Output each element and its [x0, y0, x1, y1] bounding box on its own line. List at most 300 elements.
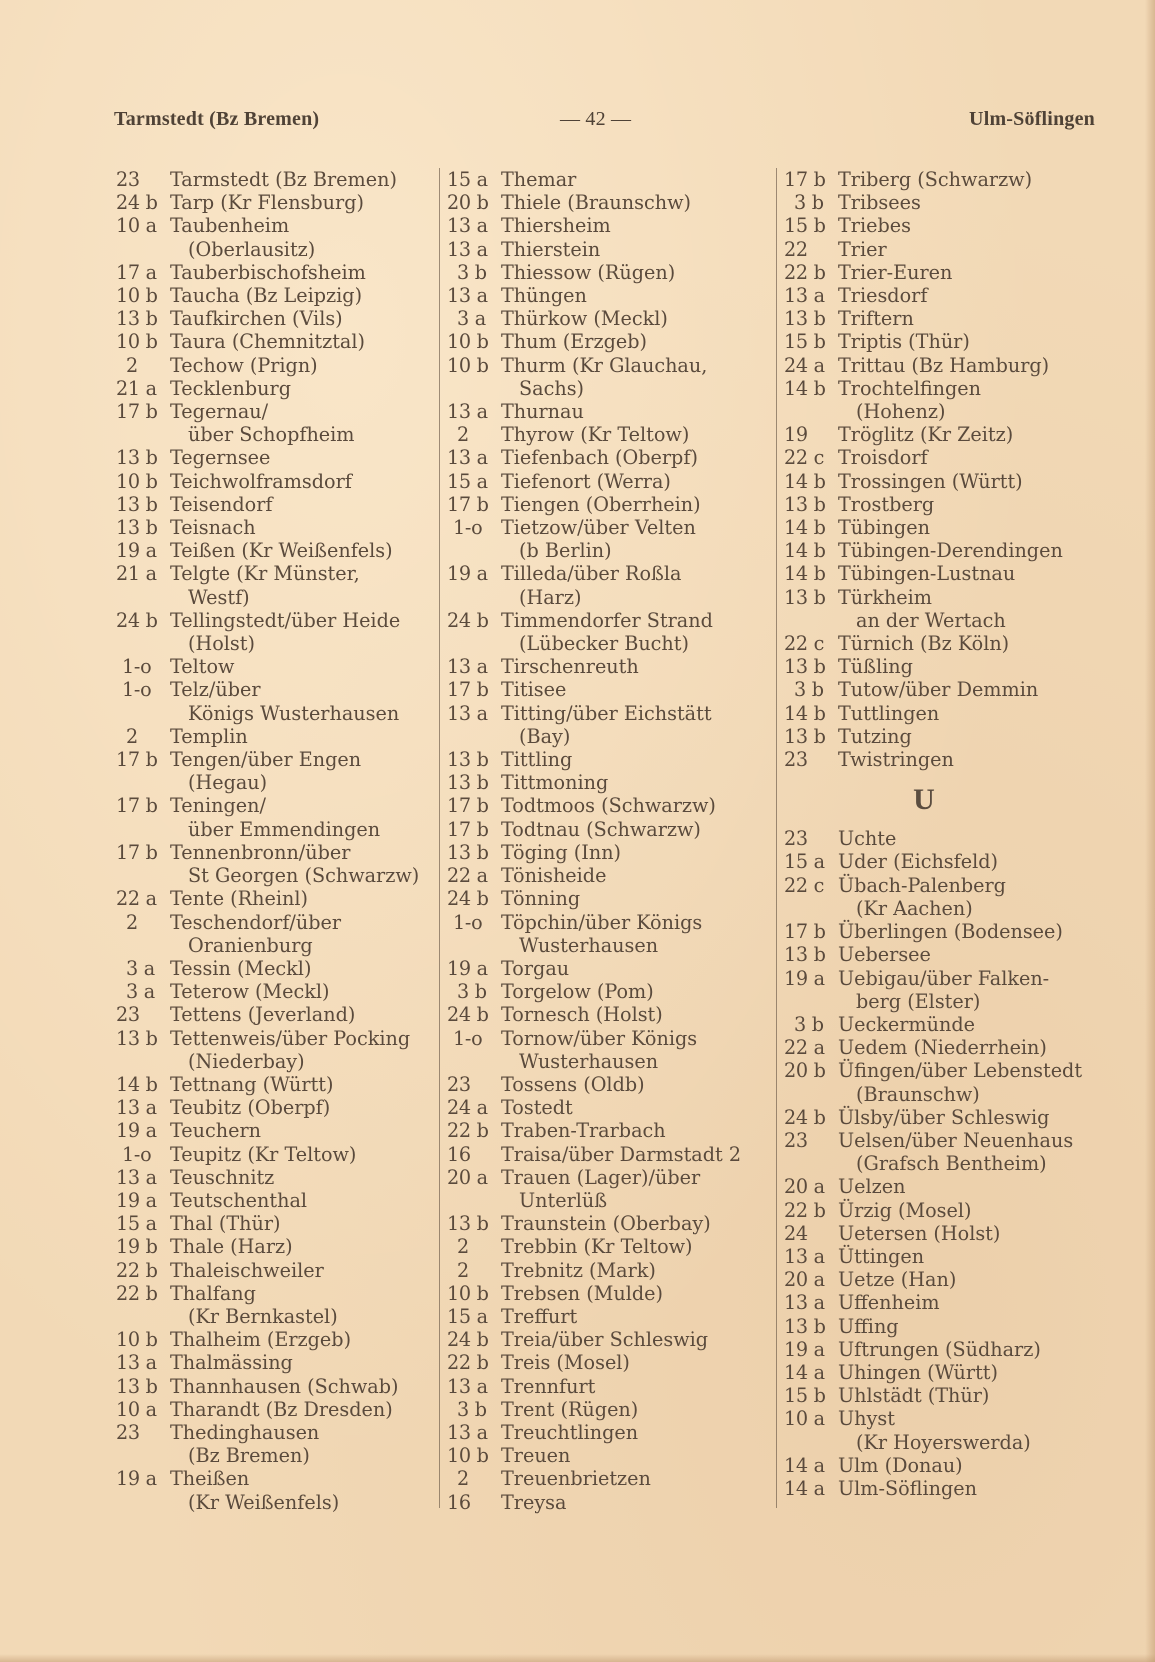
entry-place-name: Tiefenort (Werra) [501, 469, 671, 493]
entry-place-name: Treuchtlingen [501, 1420, 639, 1444]
entry-place-name: Traunstein (Oberbay) [501, 1212, 711, 1236]
entry-place-name: Tönning [501, 887, 581, 911]
entry-code: 13 b [447, 748, 489, 772]
entry-code: 15 a [784, 850, 825, 874]
entry-place-name: Thierstein [501, 237, 601, 261]
entry-code: 10 b [447, 1281, 489, 1305]
entry-code: 10 b [447, 353, 489, 377]
entry-code: 13 b [116, 307, 158, 331]
column-divider [439, 168, 440, 1508]
index-entry [116, 1351, 436, 1374]
entry-code: 17 b [784, 920, 826, 944]
index-entry [447, 748, 767, 771]
entry-continuation: (Kr Bernkastel) [188, 1304, 338, 1328]
entry-place-name: Tharandt (Bz Dresden) [170, 1397, 393, 1421]
entry-place-name: Timmendorfer Strand [501, 608, 713, 632]
index-entry [447, 214, 767, 237]
entry-place-name: Thiessow (Rügen) [501, 260, 676, 284]
index-entry [116, 794, 436, 840]
entry-code: 15 b [784, 330, 826, 354]
index-entry [447, 423, 767, 446]
entry-code: 13 b [116, 492, 158, 516]
entry-place-name: Tönisheide [501, 864, 607, 888]
entry-code: 19 b [116, 1235, 158, 1259]
index-entry [116, 446, 436, 469]
entry-place-name: Uetze (Han) [838, 1268, 957, 1292]
entry-place-name: Thyrow (Kr Teltow) [501, 423, 690, 447]
index-entry [447, 678, 767, 701]
entry-continuation: über Schopfheim [188, 423, 355, 447]
entry-code: 23 [116, 1420, 140, 1444]
entry-place-name: Tiengen (Oberrhein) [501, 492, 701, 516]
index-entry [447, 1491, 767, 1514]
entry-place-name: Trier-Euren [838, 260, 953, 284]
entry-place-name: Tengen/über Engen [170, 748, 362, 772]
index-entry [784, 446, 1104, 469]
index-entry [447, 191, 767, 214]
entry-place-name: Teutschenthal [170, 1188, 308, 1212]
entry-code: 10 a [116, 1397, 157, 1421]
entry-continuation: Königs Wusterhausen [188, 701, 400, 725]
entry-place-name: Tübingen-Lustnau [838, 562, 1016, 586]
entry-code: 22 b [116, 1281, 158, 1305]
entry-place-name: Teisnach [170, 516, 256, 540]
entry-code: 24 b [447, 1003, 489, 1027]
index-entry [116, 261, 436, 284]
entry-code: 14 b [116, 1072, 158, 1096]
entry-code: 15 a [447, 1304, 488, 1328]
entry-place-name: Tettnang (Württ) [170, 1072, 334, 1096]
index-entry [116, 887, 436, 910]
entry-place-name: Uebigau/über Falken- [838, 966, 1050, 990]
entry-code: 10 b [116, 1328, 158, 1352]
entry-place-name: Ulm-Söflingen [838, 1476, 977, 1500]
entry-code: 22 [784, 237, 808, 261]
entry-code: 19 a [116, 1119, 157, 1143]
index-entry [447, 1375, 767, 1398]
index-entry [784, 261, 1104, 284]
index-entry [116, 354, 436, 377]
entry-place-name: Üfingen/über Lebenstedt [838, 1059, 1083, 1083]
entry-place-name: Tutow/über Demmin [838, 678, 1039, 702]
entry-place-name: Teschendorf/über [170, 910, 342, 934]
entry-place-name: Uder (Eichsfeld) [838, 850, 999, 874]
entry-place-name: Uedem (Niederrhein) [838, 1036, 1047, 1060]
entry-place-name: Telz/über [170, 678, 261, 702]
index-entry [447, 284, 767, 307]
entry-place-name: Tennenbronn/über [170, 840, 351, 864]
index-entry [784, 354, 1104, 377]
index-entry [116, 841, 436, 887]
entry-code: 24 b [447, 1328, 489, 1352]
entry-place-name: Tettenweis/über Pocking [170, 1026, 411, 1050]
entry-continuation: Oranienburg [188, 933, 313, 957]
index-column-2 [447, 168, 767, 1514]
index-entry [784, 1407, 1104, 1453]
entry-code: 2 [457, 1235, 469, 1259]
index-entry [447, 887, 767, 910]
index-entry [447, 1305, 767, 1328]
index-entry [784, 214, 1104, 237]
entry-continuation: (Kr Weißenfels) [188, 1490, 340, 1514]
entry-code: 22 a [447, 864, 488, 888]
entry-place-name: Trebbin (Kr Teltow) [501, 1235, 693, 1259]
index-entry [447, 1143, 767, 1166]
index-entry [116, 1398, 436, 1421]
entry-place-name: Türkheim [838, 585, 932, 609]
page-edge-shadow [1145, 0, 1155, 1662]
index-entry [116, 516, 436, 539]
index-entry [784, 748, 1104, 771]
entry-code: 3 a [126, 980, 155, 1004]
entry-code: 13 a [447, 400, 488, 424]
entry-place-name: Trent (Rügen) [501, 1397, 639, 1421]
entry-place-name: Tutzing [838, 724, 912, 748]
entry-place-name: Uetersen (Holst) [838, 1221, 1001, 1245]
index-entry [116, 1467, 436, 1513]
entry-code: 13 a [447, 237, 488, 261]
entry-code: 22 b [784, 1198, 826, 1222]
entry-place-name: Teningen/ [170, 794, 266, 818]
index-entry [447, 238, 767, 261]
entry-place-name: Überlingen (Bodensee) [838, 920, 1063, 944]
entry-code: 19 a [116, 539, 157, 563]
entry-place-name: Uffing [838, 1314, 899, 1338]
entry-place-name: Traben-Trarbach [501, 1119, 666, 1143]
entry-code: 1-o [453, 516, 483, 540]
entry-code: 2 [457, 423, 469, 447]
entry-code: 14 b [784, 516, 826, 540]
index-entry [784, 423, 1104, 446]
entry-place-name: Tornow/über Königs [501, 1026, 698, 1050]
entry-place-name: Teltow [170, 655, 235, 679]
entry-place-name: Treuenbrietzen [501, 1467, 651, 1491]
entry-place-name: Treis (Mosel) [501, 1351, 630, 1375]
index-entry [116, 980, 436, 1003]
entry-place-name: Uffenheim [838, 1291, 940, 1315]
index-entry [447, 1444, 767, 1467]
entry-code: 14 a [784, 1476, 825, 1500]
index-entry [447, 771, 767, 794]
entry-code: 22 b [447, 1119, 489, 1143]
index-entry [784, 702, 1104, 725]
entry-code: 23 [784, 827, 808, 851]
entry-code: 13 b [447, 1212, 489, 1236]
entry-code: 2 [126, 910, 138, 934]
entry-place-name: Titisee [501, 678, 567, 702]
entry-place-name: Thale (Harz) [170, 1235, 293, 1259]
entry-code: 3 b [457, 260, 487, 284]
entry-place-name: Traisa/über Darmstadt 2 [501, 1142, 742, 1166]
index-entry [447, 1166, 767, 1212]
entry-code: 13 a [116, 1096, 157, 1120]
index-entry [447, 330, 767, 353]
index-entry [447, 1235, 767, 1258]
entry-continuation: (Lübecker Bucht) [519, 632, 689, 656]
entry-place-name: Trier [838, 237, 887, 261]
entry-place-name: Uelsen/über Neuenhaus [838, 1128, 1074, 1152]
entry-place-name: Todtnau (Schwarzw) [501, 817, 701, 841]
entry-continuation: (Braunschw) [856, 1082, 980, 1106]
entry-place-name: Üttingen [838, 1244, 925, 1268]
entry-code: 13 b [784, 1314, 826, 1338]
entry-place-name: Tecklenburg [170, 376, 291, 400]
running-head-last-entry: Ulm-Söflingen [969, 108, 1095, 130]
entry-code: 2 [457, 1258, 469, 1282]
entry-continuation: berg (Elster) [856, 989, 981, 1013]
entry-code: 3 b [794, 191, 824, 215]
index-entry [784, 238, 1104, 261]
entry-place-name: Theißen [170, 1467, 250, 1491]
index-entry [116, 1073, 436, 1096]
entry-code: 22 c [784, 446, 825, 470]
index-entry [116, 911, 436, 957]
entry-code: 17 b [116, 748, 158, 772]
entry-code: 3 b [457, 980, 487, 1004]
index-entry [447, 446, 767, 469]
entry-continuation: über Emmendingen [188, 817, 381, 841]
entry-continuation: (Kr Aachen) [856, 896, 973, 920]
entry-place-name: Telgte (Kr Münster, [170, 562, 360, 586]
entry-code: 24 [784, 1221, 808, 1245]
entry-code: 24 a [447, 1096, 488, 1120]
entry-code: 16 [447, 1490, 471, 1514]
entry-code: 14 a [784, 1453, 825, 1477]
entry-code: 20 a [784, 1175, 825, 1199]
section-letter-heading: U [913, 783, 935, 817]
entry-place-name: Triesdorf [838, 284, 928, 308]
index-entry [447, 261, 767, 284]
entry-code: 15 b [784, 1384, 826, 1408]
entry-place-name: Thedinghausen [170, 1420, 320, 1444]
entry-place-name: Teisendorf [170, 492, 273, 516]
entry-code: 13 b [784, 307, 826, 331]
entry-code: 13 a [447, 284, 488, 308]
page-number: — 42 — [560, 108, 632, 130]
index-entry [784, 1268, 1104, 1291]
entry-continuation: (Harz) [519, 585, 582, 609]
index-entry [447, 1119, 767, 1142]
index-entry [784, 920, 1104, 943]
entry-place-name: Todtmoos (Schwarzw) [501, 794, 716, 818]
index-entry [447, 609, 767, 655]
entry-code: 17 b [116, 794, 158, 818]
entry-code: 22 a [784, 1036, 825, 1060]
entry-continuation: Wusterhausen [519, 1049, 659, 1073]
entry-code: 23 [784, 1128, 808, 1152]
entry-code: 24 b [447, 887, 489, 911]
index-entry [784, 1361, 1104, 1384]
index-entry [447, 354, 767, 400]
entry-code: 19 a [447, 562, 488, 586]
entry-place-name: Tente (Rheinl) [170, 887, 308, 911]
entry-code: 10 a [116, 214, 157, 238]
entry-place-name: Töging (Inn) [501, 840, 622, 864]
entry-code: 13 b [784, 655, 826, 679]
index-entry [116, 1189, 436, 1212]
index-entry [447, 911, 767, 957]
entry-place-name: Ürzig (Mosel) [838, 1198, 972, 1222]
entry-place-name: Twistringen [838, 748, 954, 772]
index-entry [116, 1421, 436, 1467]
entry-code: 23 [116, 1003, 140, 1027]
entry-place-name: Thum (Erzgeb) [501, 330, 647, 354]
entry-code: 13 b [116, 446, 158, 470]
entry-code: 14 b [784, 376, 826, 400]
index-entry [784, 1338, 1104, 1361]
entry-code: 1-o [453, 910, 483, 934]
entry-continuation: (Niederbay) [188, 1049, 305, 1073]
entry-place-name: Thannhausen (Schwab) [170, 1374, 399, 1398]
index-entry [447, 562, 767, 608]
entry-continuation: (Hohenz) [856, 400, 946, 424]
entry-code: 3 a [126, 956, 155, 980]
entry-continuation: (Kr Hoyerswerda) [856, 1430, 1031, 1454]
entry-place-name: Tessin (Meckl) [170, 956, 312, 980]
index-entry [116, 1003, 436, 1026]
index-entry [116, 562, 436, 608]
entry-code: 22 c [784, 632, 825, 656]
index-entry [116, 748, 436, 794]
entry-place-name: Treuen [501, 1444, 571, 1468]
entry-code: 19 a [447, 956, 488, 980]
index-entry [447, 1351, 767, 1374]
entry-code: 1-o [122, 1142, 152, 1166]
entry-code: 17 b [784, 168, 826, 191]
entry-continuation: (Holst) [188, 632, 255, 656]
index-list-u [784, 827, 1104, 1500]
entry-place-name: Treia/über Schleswig [501, 1328, 709, 1352]
entry-code: 17 b [447, 817, 489, 841]
entry-code: 14 b [784, 701, 826, 725]
entry-place-name: Templin [170, 724, 248, 748]
entry-code: 19 a [116, 1188, 157, 1212]
entry-place-name: Taucha (Bz Leipzig) [170, 284, 363, 308]
index-entry [447, 655, 767, 678]
entry-place-name: Tilleda/über Roßla [501, 562, 682, 586]
entry-code: 15 b [784, 214, 826, 238]
entry-code: 2 [126, 724, 138, 748]
entry-code: 17 b [116, 400, 158, 424]
entry-place-name: Töpchin/über Königs [501, 910, 703, 934]
index-entry [447, 1073, 767, 1096]
index-entry [116, 284, 436, 307]
index-entry [784, 725, 1104, 748]
index-entry [116, 1166, 436, 1189]
entry-place-name: Trebnitz (Mark) [501, 1258, 656, 1282]
index-entry [784, 562, 1104, 585]
entry-code: 2 [126, 353, 138, 377]
index-entry [784, 470, 1104, 493]
entry-code: 22 b [447, 1351, 489, 1375]
entry-code: 17 b [447, 794, 489, 818]
entry-code: 17 a [116, 260, 157, 284]
entry-code: 10 b [447, 330, 489, 354]
entry-place-name: Tettens (Jeverland) [170, 1003, 356, 1027]
entry-continuation: Wusterhausen [519, 933, 659, 957]
index-entry [447, 957, 767, 980]
entry-code: 20 b [784, 1059, 826, 1083]
entry-code: 13 a [447, 446, 488, 470]
entry-place-name: Thiele (Braunschw) [501, 191, 692, 215]
entry-code: 14 b [784, 469, 826, 493]
index-entry [116, 493, 436, 516]
index-entry [784, 1315, 1104, 1338]
index-entry [116, 678, 436, 724]
index-entry [447, 702, 767, 748]
entry-place-name: Thalfang [170, 1281, 256, 1305]
entry-place-name: Trittau (Bz Hamburg) [838, 353, 1050, 377]
index-entry [784, 377, 1104, 423]
entry-code: 21 a [116, 562, 157, 586]
entry-code: 17 b [116, 840, 158, 864]
index-entry [116, 214, 436, 260]
entry-place-name: Trostberg [838, 492, 935, 516]
entry-place-name: Tirschenreuth [501, 655, 639, 679]
entry-place-name: Trauen (Lager)/über [501, 1165, 701, 1189]
index-entry [784, 168, 1104, 191]
entry-place-name: Tittling [501, 748, 573, 772]
entry-place-name: Uhingen (Württ) [838, 1360, 998, 1384]
entry-place-name: Tuttlingen [838, 701, 940, 725]
entry-place-name: Übach-Palenberg [838, 873, 1006, 897]
index-entry [116, 1096, 436, 1119]
entry-continuation: (Bay) [519, 724, 571, 748]
index-entry [784, 874, 1104, 920]
entry-continuation: (b Berlin) [519, 539, 612, 563]
entry-code: 13 a [447, 1420, 488, 1444]
index-entry [447, 470, 767, 493]
index-entry [784, 943, 1104, 966]
entry-place-name: Teichwolframsdorf [170, 469, 352, 493]
entry-code: 13 a [447, 214, 488, 238]
entry-place-name: Triebes [838, 214, 911, 238]
entry-place-name: Titting/über Eichstätt [501, 701, 712, 725]
entry-code: 13 b [116, 1026, 158, 1050]
index-entry [116, 1143, 436, 1166]
entry-continuation: Unterlüß [519, 1188, 608, 1212]
index-entry [447, 841, 767, 864]
index-entry [447, 493, 767, 516]
index-entry [784, 516, 1104, 539]
entry-code: 13 b [447, 771, 489, 795]
entry-place-name: Trennfurt [501, 1374, 596, 1398]
index-entry [784, 1129, 1104, 1175]
entry-place-name: Tornesch (Holst) [501, 1003, 663, 1027]
index-entry [784, 632, 1104, 655]
entry-place-name: Teubitz (Oberpf) [170, 1096, 331, 1120]
entry-code: 22 b [116, 1258, 158, 1282]
index-entry [784, 330, 1104, 353]
entry-continuation: (Bz Bremen) [188, 1444, 310, 1468]
index-entry [447, 400, 767, 423]
index-entry [116, 400, 436, 446]
entry-place-name: Tarp (Kr Flensburg) [170, 191, 364, 215]
entry-place-name: Triftern [838, 307, 914, 331]
entry-code: 13 b [116, 1374, 158, 1398]
index-entry [447, 1421, 767, 1444]
entry-place-name: Uebersee [838, 943, 931, 967]
entry-place-name: Treysa [501, 1490, 567, 1514]
index-entry [784, 1106, 1104, 1129]
entry-place-name: Tostedt [501, 1096, 573, 1120]
entry-place-name: Taufkirchen (Vils) [170, 307, 343, 331]
index-entry [447, 168, 767, 191]
index-entry [447, 864, 767, 887]
entry-continuation: an der Wertach [856, 608, 1006, 632]
index-entry [447, 1328, 767, 1351]
entry-code: 13 b [784, 492, 826, 516]
